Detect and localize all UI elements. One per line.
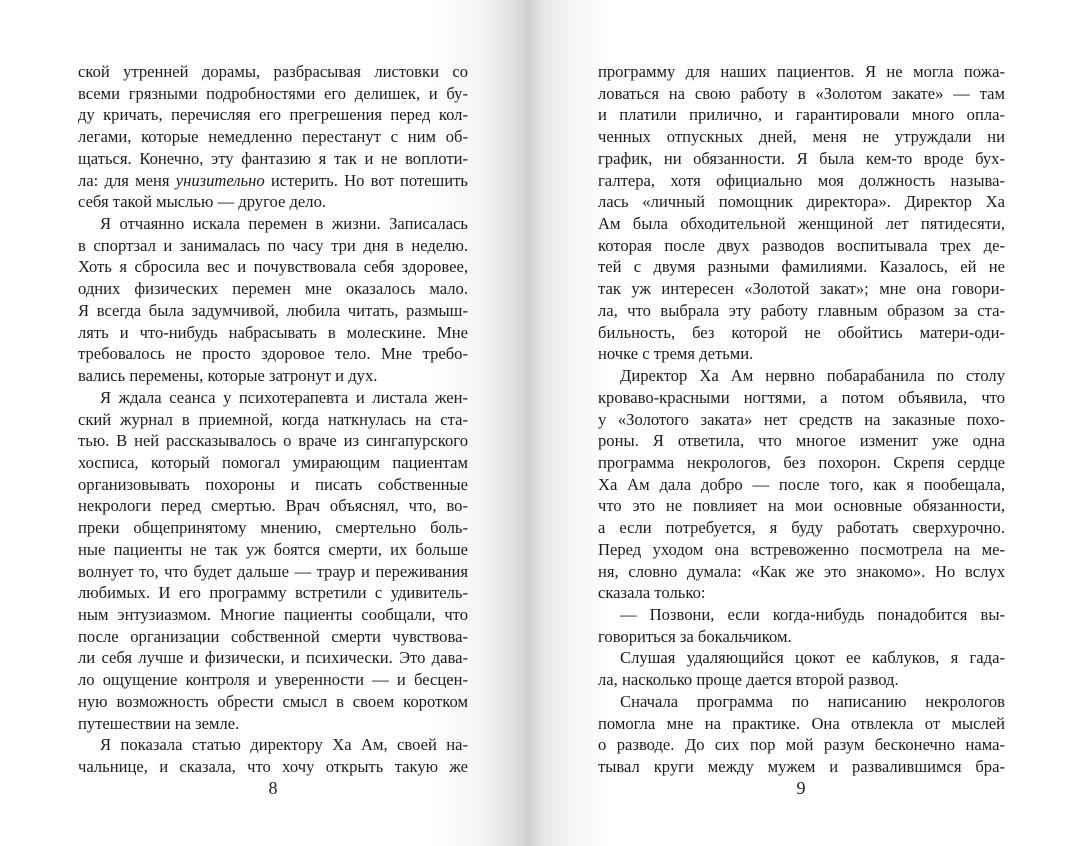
text-line: Директор Ха Ам нервно побарабанила по столу	[620, 366, 1005, 386]
page-number-right: 9	[796, 778, 806, 798]
text-line: роны. Я ответила, что многое изменит уже одна	[598, 431, 1005, 451]
text-line: ные пациенты не так уж боятся смерти, их больше	[78, 539, 468, 559]
text-line: ла, насколько проще дается второй развод.	[598, 670, 899, 690]
text-line: ночке с тремя детьми.	[598, 344, 754, 364]
text-line: Я ждала сеанса у психотерапевта и листала жен-	[100, 387, 468, 407]
text-line: ня, словно думала: «Как же это знакомо». Но вслух	[598, 561, 1005, 581]
text-line: тью. В ней рассказывалось о враче из сингапурского	[78, 431, 468, 451]
text-line: ло ощущение контроля и уверенности — и бесцен-	[78, 670, 468, 690]
text-line: помогла мне на практике. Она отвлекла от мыслей	[598, 713, 1005, 733]
text-line: программу для наших пациентов. Я не могла пожа-	[598, 62, 1005, 81]
text-line: щаться. Конечно, эту фантазию я так и не воплоти-	[78, 148, 468, 168]
text-line: ловаться на свою работу в «Золотом закате» — там	[598, 83, 1005, 103]
text-line: что это не повлияет на мои основные обязанности,	[598, 496, 1005, 516]
text-line: Сначала программа по написанию некрологов	[620, 691, 1005, 711]
text-line: ду кричать, перечисляя его прегрешения перед кол-	[78, 105, 468, 125]
text-line: галтера, хотя официально моя должность называ-	[598, 170, 1005, 190]
text-line: Я всегда была задумчивой, любила читать, размыш-	[78, 300, 468, 320]
text-line: в спортзал и занималась по часу три дня в неделю.	[78, 235, 468, 255]
text-line: некрологи перед смертью. Врач объяснял, что, во-	[78, 496, 468, 516]
text-line: после организации собственной смерти чувствова-	[78, 626, 468, 646]
text-segment: истерить. Но вот потешить	[264, 170, 468, 190]
text-line: у «Золотого заката» нет средств на заказные похо-	[598, 409, 1005, 429]
text-line: лять и что-нибудь набрасывать в молескине. Мне	[78, 322, 468, 342]
text-line: Хоть я сбросила вес и почувствовала себя здоровее,	[78, 257, 468, 277]
text-line: тывал круги между мужем и развалившимся бра-	[598, 757, 1005, 776]
text-line: чальнице, и сказала, что хочу открыть такую же	[78, 757, 468, 776]
text-line: Ха Ам дала добро — после того, как я пообещала,	[598, 474, 1005, 494]
text-line: а если потребуется, я буду работать сверхурочно.	[598, 518, 1005, 538]
text-line: тей с двумя разными фамилиями. Казалось, ей не	[598, 257, 1005, 277]
text-line	[78, 170, 468, 192]
text-line: ченных отпускных дней, меня не утруждали ни	[598, 127, 1005, 147]
text-line: организовывать похороны и писать собственные	[78, 474, 468, 494]
text-line: программа некрологов, без похорон. Скрепя сердце	[598, 452, 1005, 472]
text-line: Ам была обходительной женщиной лет пятидесяти,	[598, 214, 1005, 234]
text-line: любимых. И его программу встретили с удивитель-	[78, 583, 468, 603]
text-line: бильность, без которой не обойтись матери-оди-	[598, 322, 1005, 342]
text-line: кроваво-красными ногтями, а потом объявила, что	[598, 387, 1005, 407]
text-line: всеми грязными подробностями его делишек, и бу-	[78, 83, 468, 103]
left-page-text	[78, 61, 468, 778]
text-line: о разводе. До сих пор мой разум бесконечно нама-	[598, 735, 1005, 755]
text-line: ным энтузиазмом. Многие пациенты сообщали, что	[78, 604, 468, 624]
text-line: хосписа, который помогал умирающим пациентам	[78, 452, 468, 472]
text-line: легами, которые немедленно перестанут с ним об-	[78, 127, 468, 147]
text-line: ский журнал в приемной, когда наткнулась на ста-	[78, 409, 468, 429]
text-segment: ла: для меня	[78, 170, 176, 190]
text-line: ли себя лучше и физически, и психически. Это дава-	[78, 648, 468, 668]
text-line: ской утренней дорамы, разбрасывая листовки со	[78, 62, 468, 81]
text-line: себя такой мыслью — другое дело.	[78, 192, 327, 212]
text-line: говориться за бокальчиком.	[598, 626, 792, 646]
text-line: Перед уходом она встревоженно посмотрела на ме-	[598, 539, 1005, 559]
text-line: — Позвони, если когда-нибудь понадобится вы-	[620, 604, 1005, 624]
text-line: преки общепринятому мнению, смертельно боль-	[78, 518, 468, 538]
text-line: так уж интересен «Золотой закат»; мне она говори-	[598, 279, 1005, 299]
right-page-text	[598, 61, 1005, 778]
text-line: лась «личный помощник директора». Директор Ха	[598, 192, 1005, 212]
text-line: Я показала статью директору Ха Ам, своей на-	[100, 735, 468, 755]
text-line: и платили прилично, и гарантировали много опла-	[598, 105, 1005, 125]
text-line: волнует то, что будет дальше — траур и переживания	[78, 561, 468, 581]
text-line: Я отчаянно искала перемен в жизни. Записалась	[100, 214, 468, 234]
text-line: ла, что выбрала эту работу главным образом за ста-	[598, 300, 1005, 320]
text-line: которая после двух разводов воспитывала трех де-	[598, 235, 1005, 255]
text-line: одних физических перемен мне оказалось мало.	[78, 279, 468, 299]
text-line: ную возможность обрести смысл в своем коротком	[78, 691, 468, 711]
text-line: требовалось не просто здоровое тело. Мне требо-	[78, 344, 468, 364]
text-line: Слушая удаляющийся цокот ее каблуков, я гада-	[620, 648, 1005, 668]
page-number-left: 8	[268, 778, 278, 798]
text-line: путешествии на земле.	[78, 713, 240, 733]
text-line: график, ни обязанности. Я была кем-то вроде бух-	[598, 148, 1005, 168]
text-line: сказала только:	[598, 583, 706, 603]
italic-text: унизительно	[175, 170, 265, 190]
text-line: вались перемены, которые затронут и дух.	[78, 366, 378, 386]
